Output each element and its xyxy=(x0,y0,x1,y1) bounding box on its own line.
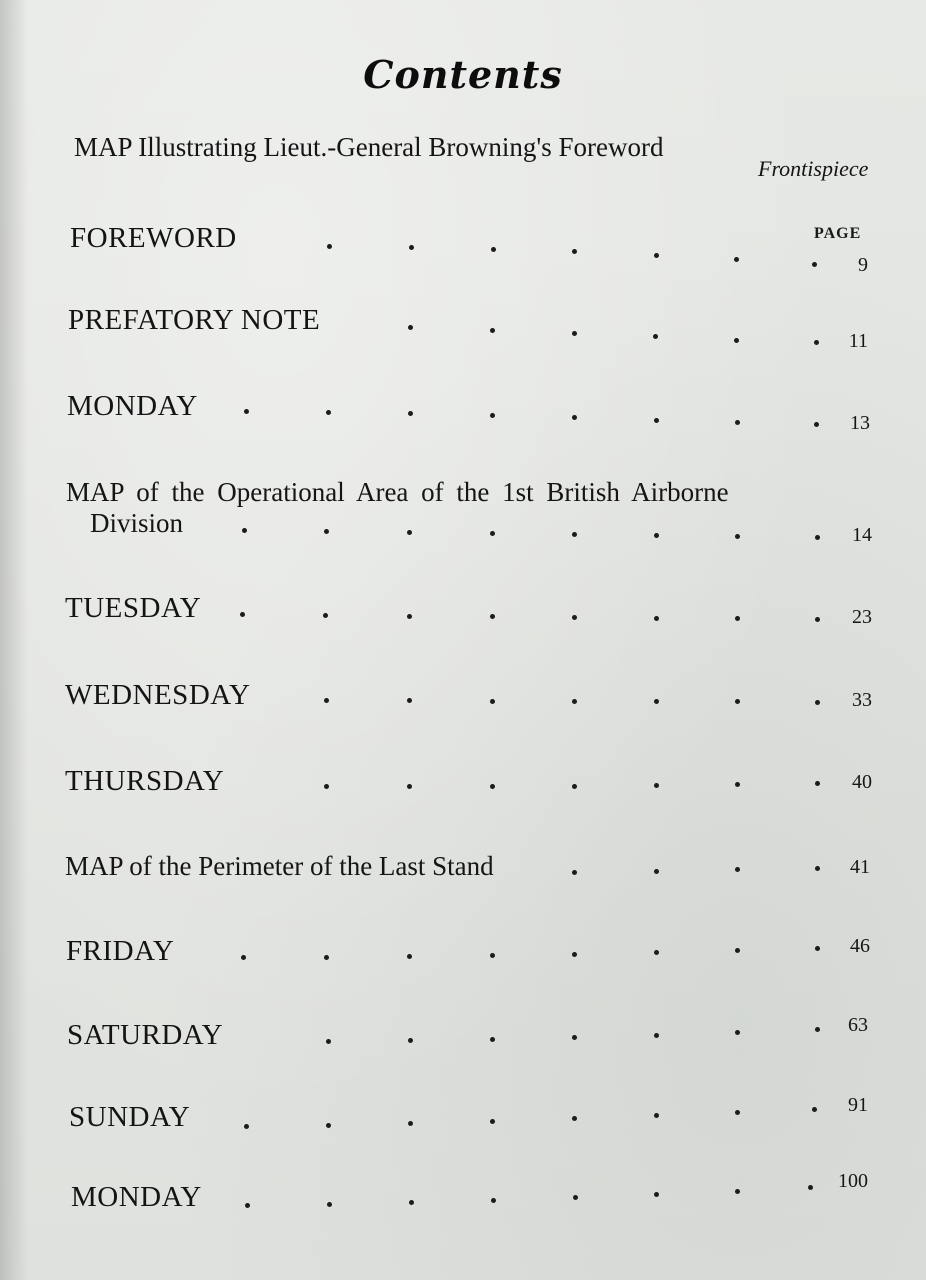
leader-dot xyxy=(735,699,740,704)
leader-dot xyxy=(490,413,495,418)
leader-dot xyxy=(734,257,739,262)
leader-dot xyxy=(572,784,577,789)
leader-dot xyxy=(572,699,577,704)
leader-dot xyxy=(491,1198,496,1203)
leader-dot xyxy=(572,870,577,875)
leader-dot xyxy=(324,698,329,703)
leader-dot xyxy=(654,950,659,955)
leader-dot xyxy=(490,953,495,958)
leader-dot xyxy=(654,1033,659,1038)
leader-dot xyxy=(735,782,740,787)
leader-dot xyxy=(653,334,658,339)
leader-dot xyxy=(244,1124,249,1129)
leader-dot xyxy=(407,784,412,789)
leader-dot xyxy=(735,1189,740,1194)
toc-page-number: 46 xyxy=(850,935,870,957)
leader-dot xyxy=(735,867,740,872)
leader-dot xyxy=(735,1110,740,1115)
toc-page-number: 100 xyxy=(838,1170,868,1192)
leader-dot xyxy=(324,955,329,960)
leader-dot xyxy=(572,331,577,336)
leader-dot xyxy=(572,1035,577,1040)
toc-entry-monday: MONDAY xyxy=(67,390,198,422)
toc-entry-foreword: FOREWORD xyxy=(70,222,237,254)
toc-entry-sunday: SUNDAY xyxy=(69,1101,191,1133)
leader-dot xyxy=(408,325,413,330)
leader-dot xyxy=(324,529,329,534)
leader-dot xyxy=(572,415,577,420)
leader-dot xyxy=(735,420,740,425)
toc-entry-thursday: THURSDAY xyxy=(65,765,225,797)
toc-page-number: 91 xyxy=(848,1094,868,1116)
leader-dot xyxy=(326,1123,331,1128)
leader-dot xyxy=(654,783,659,788)
toc-page-number: 63 xyxy=(848,1014,868,1036)
leader-dot xyxy=(654,1113,659,1118)
toc-page-number: 41 xyxy=(850,856,870,878)
toc-page-number: 9 xyxy=(858,254,868,276)
page-column-label: PAGE xyxy=(814,225,862,242)
leader-dot xyxy=(490,699,495,704)
leader-dot xyxy=(654,616,659,621)
leader-dot xyxy=(326,1039,331,1044)
page-title: Contents xyxy=(363,52,563,97)
toc-entry-wednesday: WEDNESDAY xyxy=(65,679,251,711)
toc-entry-map-operational-area-continued: Division xyxy=(90,508,184,538)
toc-entry-monday-second: MONDAY xyxy=(71,1181,202,1213)
leader-dot xyxy=(490,1037,495,1042)
leader-dot xyxy=(654,1192,659,1197)
leader-dot xyxy=(409,1200,414,1205)
leader-dot xyxy=(654,699,659,704)
leader-dot xyxy=(409,245,414,250)
leader-dot xyxy=(490,328,495,333)
leader-dot xyxy=(490,784,495,789)
leader-dot xyxy=(408,1038,413,1043)
leader-dot xyxy=(245,1203,250,1208)
leader-dot xyxy=(573,1195,578,1200)
toc-entry-saturday: SATURDAY xyxy=(67,1019,224,1051)
leader-dot xyxy=(735,534,740,539)
leader-dot xyxy=(490,1119,495,1124)
leader-dot xyxy=(327,244,332,249)
leader-dot xyxy=(572,952,577,957)
toc-page-number: 13 xyxy=(850,412,870,434)
leader-dot xyxy=(324,784,329,789)
toc-page-number: 23 xyxy=(852,606,872,628)
toc-page-number: 40 xyxy=(852,771,872,793)
leader-dot xyxy=(407,954,412,959)
frontispiece-label: Frontispiece xyxy=(758,156,869,181)
toc-entry-map-operational-area: MAP of the Operational Area of the 1st British Airborne xyxy=(66,477,729,507)
leader-dot xyxy=(572,532,577,537)
toc-entry-tuesday: TUESDAY xyxy=(65,592,202,624)
leader-dot xyxy=(490,531,495,536)
leader-dot xyxy=(491,247,496,252)
leader-dot xyxy=(242,528,247,533)
leader-dot xyxy=(735,948,740,953)
toc-entry-prefatory-note: PREFATORY NOTE xyxy=(68,304,321,336)
leader-dot xyxy=(734,338,739,343)
leader-dot xyxy=(407,614,412,619)
toc-entry-friday: FRIDAY xyxy=(66,935,175,967)
leader-dot xyxy=(326,410,331,415)
leader-dot xyxy=(572,249,577,254)
leader-dot xyxy=(407,530,412,535)
toc-page-number: 33 xyxy=(852,689,872,711)
leader-dot xyxy=(408,1121,413,1126)
leader-dot xyxy=(654,869,659,874)
leader-dot xyxy=(323,613,328,618)
leader-dot xyxy=(408,411,413,416)
toc-entry-map-perimeter: MAP of the Perimeter of the Last Stand xyxy=(65,851,494,881)
leader-dot xyxy=(735,616,740,621)
leader-dot xyxy=(407,698,412,703)
leader-dot xyxy=(654,418,659,423)
leader-dot xyxy=(327,1202,332,1207)
leader-dot xyxy=(240,612,245,617)
leader-dot xyxy=(572,1116,577,1121)
leader-dot xyxy=(244,409,249,414)
toc-page-number: 14 xyxy=(852,524,872,546)
toc-page-number: 11 xyxy=(848,330,868,352)
leader-dot xyxy=(654,253,659,258)
leader-dot xyxy=(490,614,495,619)
frontispiece-entry-text: MAP Illustrating Lieut.-General Browning's Foreword xyxy=(74,132,664,162)
leader-dot xyxy=(572,615,577,620)
leader-dot xyxy=(241,955,246,960)
leader-dot xyxy=(654,533,659,538)
leader-dot xyxy=(735,1030,740,1035)
page-edge-shadow xyxy=(0,0,28,1280)
